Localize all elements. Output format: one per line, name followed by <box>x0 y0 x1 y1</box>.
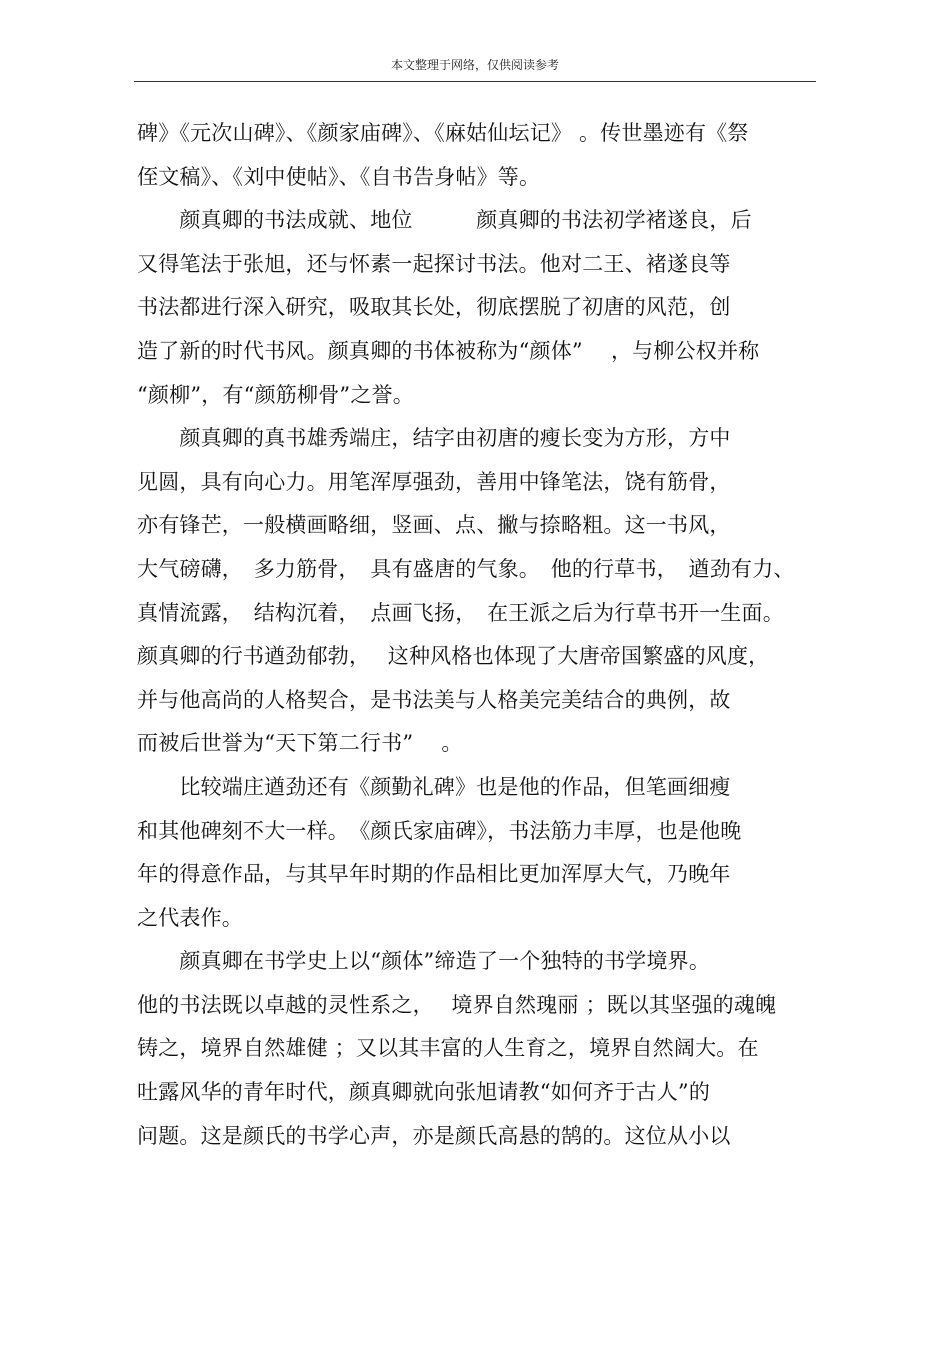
text-line: 颜真卿在书学史上以“颜体”缔造了一个独特的书学境界。 <box>137 949 711 974</box>
text-line: 书法都进行深入研究，吸取其长处，彻底摆脱了初唐的风范，创 <box>137 295 731 320</box>
text-line: 颜真卿的书法成就、地位 颜真卿的书法初学褚遂良，后 <box>137 208 752 233</box>
text-line: 见圆，具有向心力。用笔浑厚强劲，善用中锋笔法，饶有筋骨， <box>137 469 731 494</box>
text-line: 铸之，境界自然雄健 ；又以其丰富的人生育之，境界自然阔大。在 <box>137 1036 759 1061</box>
text-line: 颜真卿的行书遒劲郁勃， 这种风格也体现了大唐帝国繁盛的风度， <box>137 644 770 669</box>
text-line: 和其他碑刻不大一样。 《颜氏家庙碑》，书法筋力丰厚，也是他晚 <box>137 818 742 843</box>
text-line: 吐露风华的青年时代，颜真卿就向张旭请教“如何齐于古人”的 <box>137 1080 711 1105</box>
text-line: 之代表作。 <box>137 905 243 930</box>
text-line: 侄文稿》、《刘中使帖》、《自书告身帖》等。 <box>137 164 541 189</box>
text-line: 颜真卿的真书雄秀端庄，结字由初唐的瘦长变为方形，方中 <box>137 426 731 451</box>
text-line: 年的得意作品，与其早年时期的作品相比更加浑厚大气，乃晚年 <box>137 862 731 887</box>
text-line: 并与他高尚的人格契合，是书法美与人格美完美结合的典例，故 <box>137 687 731 712</box>
text-line: 亦有锋芒，一般横画略细，竖画、点、撇与捺略粗。这一书风， <box>137 513 731 538</box>
text-line: 大气磅礴， 多力筋骨， 具有盛唐的气象。 他的行草书， 遒劲有力、 <box>137 556 795 581</box>
text-line: 又得笔法于张旭，还与怀素一起探讨书法。他对二王、褚遂良等 <box>137 251 731 276</box>
text-line: 问题。这是颜氏的书学心声，亦是颜氏高悬的鹄的。这位从小以 <box>137 1123 731 1148</box>
text-line: “颜柳”，有“颜筋柳骨”之誉。 <box>137 382 414 407</box>
text-line: 他的书法既以卓越的灵性系之， 境界自然瑰丽 ；既以其坚强的魂魄 <box>137 992 777 1017</box>
header-text: 本文整理于网络，仅供阅读参考 <box>390 58 559 72</box>
body-text <box>137 112 817 1158</box>
text-line: 比较端庄遒劲还有《颜勤礼碑》也是他的作品，但笔画细瘦 <box>137 774 731 799</box>
header-divider <box>134 81 816 82</box>
text-line: 而被后世誉为“天下第二行书” 。 <box>137 731 463 756</box>
text-line: 造了新的时代书风。颜真卿的书体被称为“颜体” ，与柳公权并称 <box>137 338 760 363</box>
text-line: 碑》《元次山碑》、《颜家庙碑》、《麻姑仙坛记》 。传世墨迹有《祭 <box>137 121 749 145</box>
text-line: 真情流露， 结构沉着， 点画飞扬， 在王派之后为行草书开一生面。 <box>137 600 784 625</box>
